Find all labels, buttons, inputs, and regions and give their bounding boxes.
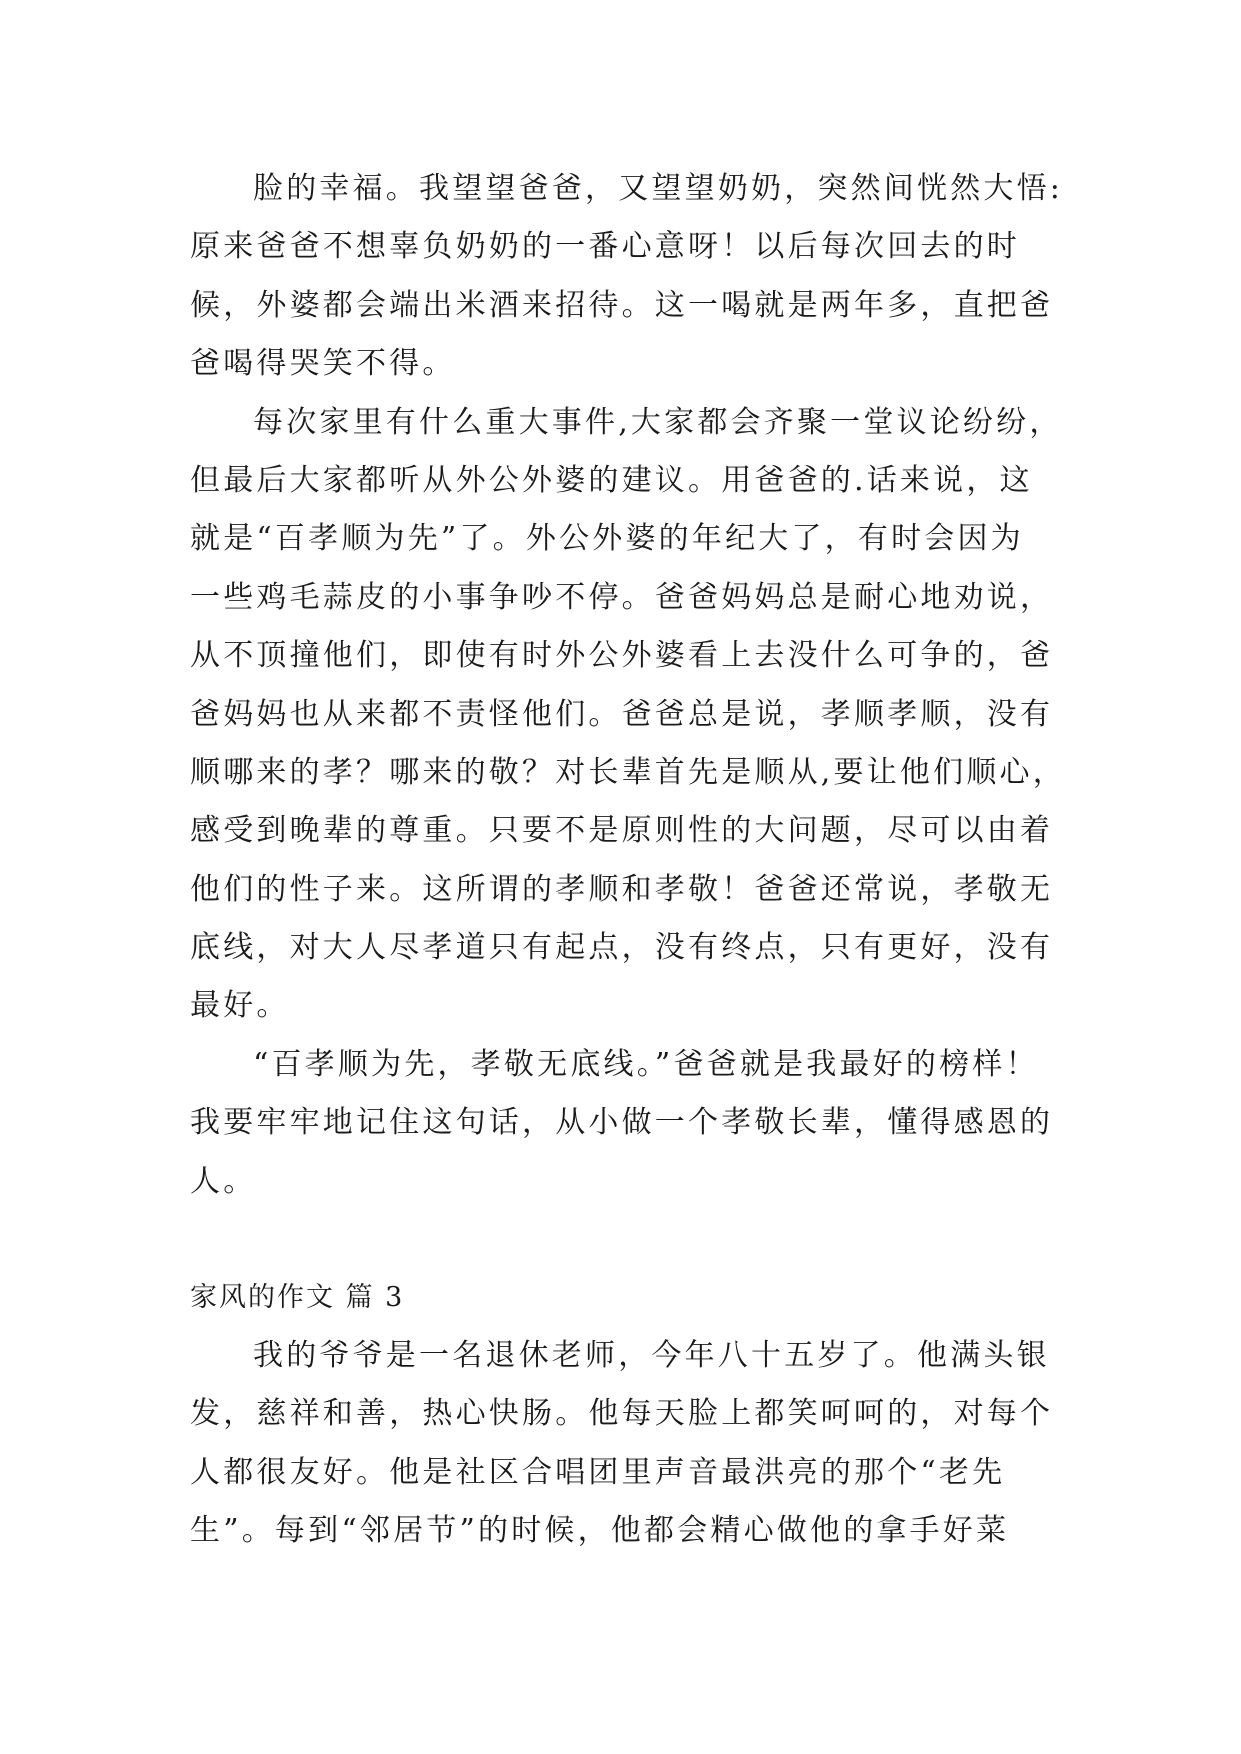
paragraph-line: 他们的性子来。这所谓的孝顺和孝敬！爸爸还常说，孝敬无 bbox=[190, 871, 1054, 907]
paragraph-line: 感受到晚辈的尊重。只要不是原则性的大问题，尽可以由着 bbox=[190, 813, 1054, 849]
paragraph-line: 爸妈妈也从来都不责怪他们。爸爸总是说，孝顺孝顺，没有 bbox=[190, 696, 1054, 732]
paragraph-line: 人。 bbox=[190, 1163, 257, 1199]
section-heading: 家风的作文 篇 3 bbox=[190, 1282, 405, 1314]
paragraph bbox=[190, 160, 1064, 394]
paragraph-line: 最好。 bbox=[190, 988, 290, 1024]
paragraph-line: 候，外婆都会端出米酒来招待。这一喝就是两年多，直把爸 bbox=[190, 287, 1054, 323]
paragraph-line: 顺哪来的孝？哪来的敬？对长辈首先是顺从,要让他们顺心， bbox=[190, 754, 1066, 790]
paragraph-line: 每次家里有什么重大事件,大家都会齐聚一堂议论纷纷， bbox=[253, 404, 1063, 440]
paragraph-line: 我要牢牢地记住这句话，从小做一个孝敬长辈，懂得感恩的 bbox=[190, 1105, 1054, 1141]
paragraph-line: 生”。每到“邻居节”的时候，他都会精心做他的拿手好菜 bbox=[190, 1513, 1010, 1549]
paragraph bbox=[190, 1036, 1052, 1211]
paragraph-line: 从不顶撞他们，即使有时外公外婆看上去没什么可争的，爸 bbox=[190, 638, 1054, 674]
paragraph-line: 发，慈祥和善，热心快肠。他每天脸上都笑呵呵的，对每个 bbox=[190, 1396, 1054, 1432]
document-body bbox=[190, 160, 1066, 1561]
paragraph-line: “百孝顺为先，孝敬无底线。”爸爸就是我最好的榜样！ bbox=[253, 1046, 1039, 1082]
paragraph-line: 底线，对大人尽孝道只有起点，没有终点，只有更好，没有 bbox=[190, 930, 1054, 966]
paragraph bbox=[190, 1327, 1052, 1561]
paragraph-line: 但最后大家都听从外公外婆的建议。用爸爸的.话来说，这 bbox=[190, 462, 1033, 498]
paragraph-line: 我的爷爷是一名退休老师，今年八十五岁了。他满头银 bbox=[253, 1338, 1050, 1374]
paragraph-line: 脸的幸福。我望望爸爸，又望望奶奶，突然间恍然大悟: bbox=[253, 171, 1064, 206]
paragraph bbox=[190, 394, 1066, 1036]
paragraph-line: 人都很友好。他是社区合唱团里声音最洪亮的那个“老先 bbox=[190, 1454, 1006, 1490]
paragraph-line: 一些鸡毛蒜皮的小事争吵不停。爸爸妈妈总是耐心地劝说， bbox=[190, 579, 1054, 615]
paragraph-line: 爸喝得哭笑不得。 bbox=[190, 346, 456, 382]
paragraph-line: 就是“百孝顺为先”了。外公外婆的年纪大了，有时会因为 bbox=[190, 521, 1024, 557]
section-spacer bbox=[190, 1211, 1052, 1269]
paragraph-line: 原来爸爸不想辜负奶奶的一番心意呀！以后每次回去的时 bbox=[190, 229, 1020, 265]
